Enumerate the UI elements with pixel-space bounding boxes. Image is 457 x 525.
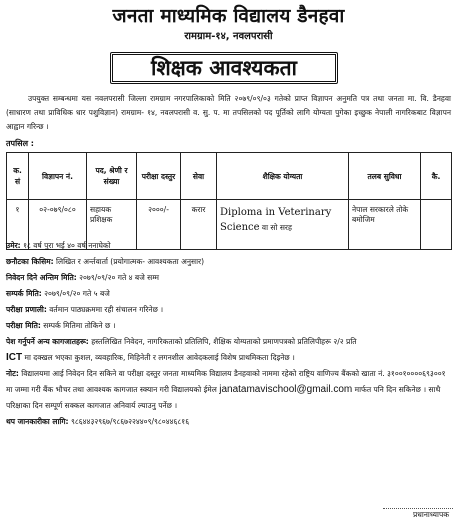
documents-value: हस्तलिखित निवेदन, नागरिकताको प्रतिलिपि, शैक्षिक योग्यताको प्रमाणपत्रको प्रतिलिपीहरू २/२ प्रति [91, 337, 357, 346]
note-line [6, 366, 451, 414]
deadline-line [6, 270, 451, 286]
cell-fee: २०००/- [137, 200, 181, 250]
cell-sn: १ [7, 200, 29, 250]
exam-system-label: परीक्षा प्रणाली: [6, 305, 47, 314]
selection-label: छनौटका किसिम: [6, 257, 54, 266]
cell-salary: नेपाल सरकारले तोके बमोजिम [349, 200, 421, 250]
contact-label: सम्पर्क मिति: [6, 289, 42, 298]
col-header-post: पद, श्रेणी र संख्या [87, 153, 137, 200]
age-value: १८ वर्ष पुरा भई ४० वर्ष ननाघेको [23, 241, 111, 250]
note-value: विद्यालयमा आई निवेदन दिन सकिने वा परीक्षा दस्तुर जनता माध्यमिक विद्यालय डैनहवाको नाममा रहेको राष्ट्रिय वाणिज्य बैंकको खाता नं. ३१००१००००६९३००१ मा जम्मा गरी बैंक भौचर तथा आवश्यक कागजात स्क्यान गरी विद्यालयको ईमेल [6, 369, 446, 394]
details-section [6, 238, 451, 430]
cell-post: सहायक प्रशिक्षक [87, 200, 137, 250]
exam-date-label: परीक्षा मिति: [6, 321, 41, 330]
table-title: तपसिल : [6, 139, 34, 148]
cell-service: करार [181, 200, 217, 250]
more-info-phones: ९८६४४३२९६७/९८६७२२४४०९/९८०४४६८१६ [70, 417, 190, 426]
ict-line [6, 350, 451, 366]
age-line [6, 238, 451, 254]
signature-line [383, 508, 453, 509]
qualification-equivalent: वा सो सरह [261, 223, 292, 232]
age-label: उमेर: [6, 241, 21, 250]
exam-system-line [6, 302, 451, 318]
intro-paragraph: उपयुक्त सम्बन्धमा यस नवलपरासी जिल्ला रामग्राम नगरपालिकाको मिति २०७९/०९/०३ गतेको प्राप्त विज्ञापन अनुमति पत्र तथा जनता मा. वि. डैनहवा (साधारण तथा प्राविधिक धार पशुविज्ञान) रामग्राम- १४, नवलपरासी व. सु. प. मा तपसिलको पद पूर्तिको लागि योग्यता पुगेका इच्छुक नेपाली नागरिकबाट विज्ञापन आह्वान गरिन्छ । [6, 94, 451, 131]
notice-title-banner: शिक्षक आवश्यकता [110, 52, 338, 84]
signature-title: प्रधानाध्यापक [412, 510, 449, 519]
ict-value: मा दक्खल भएका कुशल, व्यवहारिक, मिहिनेती र लगनशील आवेदकलाई विशेष प्राथमिकता दिइनेछ । [24, 353, 295, 362]
note-value-2: मार्फत पनि दिन सकिनेछ । साथै परिक्षाका दिन सम्पूर्ण सक्कल कागजात अनिवार्य ल्याउनु पर्नेछ । [6, 385, 441, 410]
cell-ad-no: ०२-०७९/०८० [29, 200, 87, 250]
documents-line [6, 334, 451, 350]
table-header-row [7, 153, 452, 200]
more-info-line [6, 414, 451, 430]
col-header-sn: क. सं [7, 153, 29, 200]
ict-word: ICT [6, 352, 23, 363]
note-label: नोट: [6, 369, 19, 378]
contact-line [6, 286, 451, 302]
deadline-label: निवेदन दिने अन्तिम मिति: [6, 273, 77, 282]
selection-value: लिखित र अर्न्तवार्ता (प्रयोगात्मक- आवश्यकता अनुसार) [56, 257, 205, 266]
more-info-label: थप जानकारीका लागि: [6, 417, 69, 426]
selection-line [6, 254, 451, 270]
school-address: रामग्राम-१४, नवलपरासी [184, 31, 273, 42]
col-header-service: सेवा [181, 153, 217, 200]
col-header-salary: तलब सुविधा [349, 153, 421, 200]
col-header-qualification: शैक्षिक योग्यता [217, 153, 349, 200]
exam-date-line [6, 318, 451, 334]
documents-label: पेश गर्नुपर्ने अन्य कागजातहरू: [6, 337, 89, 346]
qualification-diploma: Diploma in Veterinary Science [220, 207, 332, 233]
col-header-fee: परीक्षा दस्तुर [137, 153, 181, 200]
school-name: जनता माध्यमिक विद्यालय डैनहवा [112, 5, 345, 27]
deadline-value: २०७९/०९/२० गते ४ बजे सम्म [79, 273, 159, 282]
exam-system-value: वर्तमान पाठ्यक्रममा रही संचालन गरिनेछ । [49, 305, 164, 314]
col-header-remarks: कै. [421, 153, 452, 200]
contact-value: २०७९/०९/२० गते ५ बजे [44, 289, 110, 298]
exam-date-value: सम्पर्क मितिमा तोकिने छ । [43, 321, 116, 330]
col-header-ad-no: विज्ञापन नं. [29, 153, 87, 200]
school-email[interactable]: janatamavischool@gmail.com [219, 384, 353, 395]
vacancy-table [6, 152, 452, 250]
